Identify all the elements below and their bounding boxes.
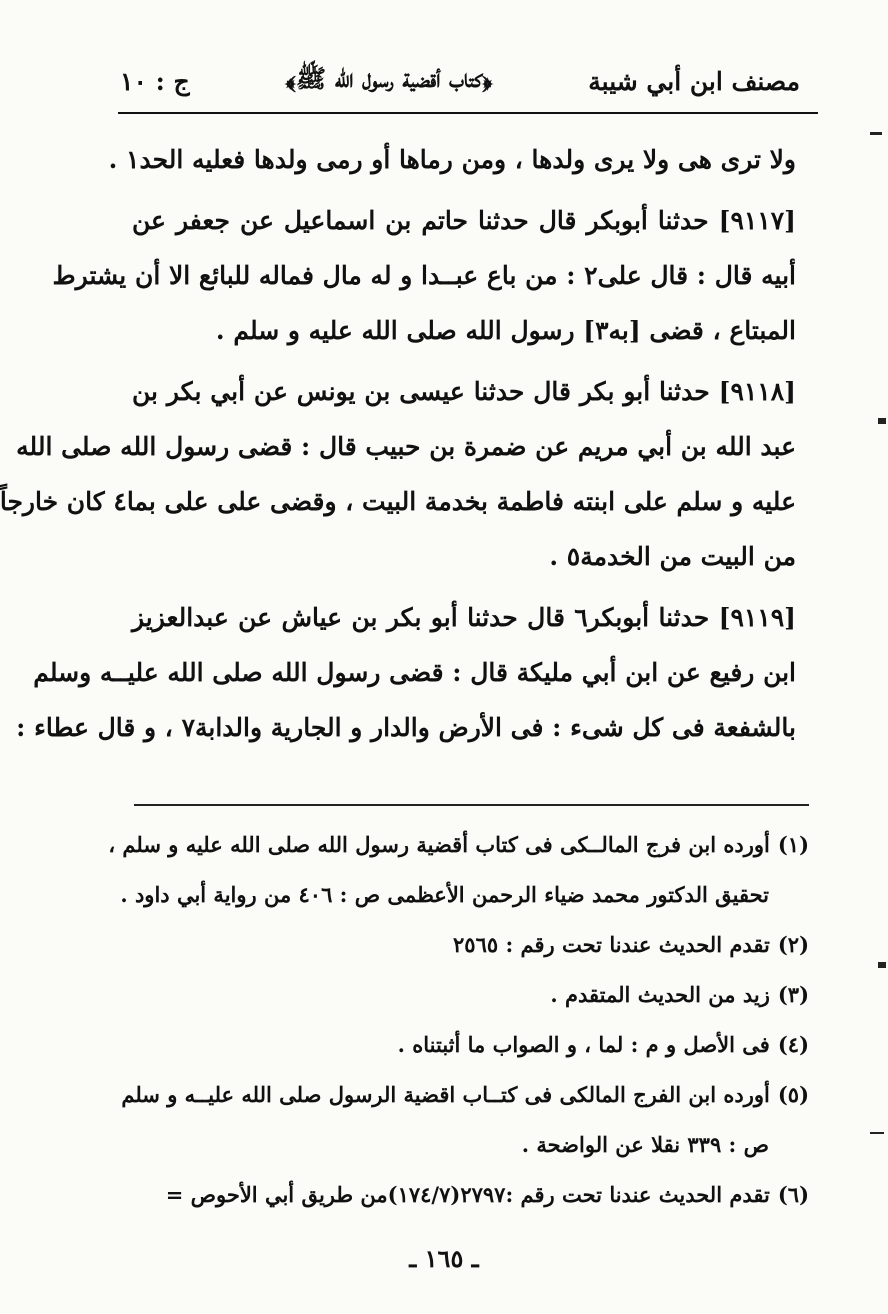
footnote-number: (٥) [777, 1082, 809, 1107]
page-number: ـ ١٦٥ ـ [409, 1244, 479, 1273]
footnote-text: أورده ابن الفرج المالكى فى كتــاب اقضية الرسول صلى الله عليــه و سلم [121, 1082, 770, 1107]
footnote-text: تقدم الحديث عندنا تحت رقم :٢٧٩٧(١٧٤/٧)من طريق أبي الأحوص = [165, 1182, 770, 1207]
footnote-text: تحقيق الدكتور محمد ضياء الرحمن الأعظمى ص : ٤٠٦ من رواية أبي داود . [120, 882, 769, 907]
footnote-number: (٦) [777, 1182, 809, 1207]
main-text [0, 132, 796, 755]
volume-label: ج : ١٠ [120, 66, 190, 96]
text-line: [٩١١٩] حدثنا أبوبكر٦ قال حدثنا أبو بكر بن عياش عن عبدالعزيز [132, 603, 796, 632]
footnote-line [134, 920, 809, 970]
footnote-line [120, 870, 809, 920]
margin-mark [878, 418, 886, 424]
footnote-line [134, 1170, 809, 1220]
margin-mark [870, 132, 882, 135]
text-line: ابن رفيع عن ابن أبي مليكة قال : قضى رسول الله صلى الله عليــه وسلم [33, 658, 796, 687]
text-line: بالشفعة فى كل شىء : فى الأرض والدار و الجارية والدابة٧ ، و قال عطاء : [16, 713, 796, 742]
footnote-rule [134, 804, 809, 806]
running-header [120, 58, 800, 104]
text-line: عبد الله بن أبي مريم عن ضمرة بن حبيب قال : قضى رسول الله صلى الله [16, 432, 796, 461]
header-rule [118, 112, 818, 114]
footnote-number: (٣) [777, 982, 809, 1007]
text-line: ولا ترى هى ولا يرى ولدها ، ومن رماها أو رمى ولدها فعليه الحد١ . [108, 145, 796, 174]
chapter-title: ﴿كتاب أقضية رسول الله ﷺ﴾ [285, 63, 493, 93]
footnote-line [134, 1120, 809, 1170]
text-line: المبتاع ، قضى [به٣] رسول الله صلى الله عليه و سلم . [215, 316, 796, 345]
margin-mark [870, 1132, 884, 1134]
text-line: أبيه قال : قال على٢ : من باع عبــدا و له مال فماله للبائع الا أن يشترط [52, 261, 796, 290]
text-line: [٩١١٨] حدثنا أبو بكر قال حدثنا عيسى بن يونس عن أبي بكر بن [132, 377, 796, 406]
footnote-line [134, 970, 809, 1020]
footnote-number: (١) [777, 832, 809, 857]
footnote-line [121, 1070, 809, 1120]
footnote-text: تقدم الحديث عندنا تحت رقم : ٢٥٦٥ [453, 932, 770, 957]
footnote-text: زيد من الحديث المتقدم . [550, 982, 770, 1007]
text-line: من البيت من الخدمة٥ . [549, 542, 796, 571]
footnote-line [108, 820, 809, 870]
footnote-text: أورده ابن فرج المالــكى فى كتاب أقضية رسول الله صلى الله عليه و سلم ، [108, 832, 770, 857]
footnote-text: ص : ٣٣٩ نقلا عن الواضحة . [521, 1132, 769, 1157]
text-line: عليه و سلم على ابنته فاطمة بخدمة البيت ، وقضى على على بما٤ كان خارجاً [0, 487, 796, 516]
footnotes [108, 820, 809, 1220]
footnote-number: (٢) [777, 932, 809, 957]
footnote-line [134, 1020, 809, 1070]
book-title: مصنف ابن أبي شيبة [588, 66, 800, 96]
footnote-number: (٤) [777, 1032, 809, 1057]
footnote-text: فى الأصل و م : لما ، و الصواب ما أثبتناه . [397, 1032, 770, 1057]
margin-mark [878, 962, 886, 968]
text-line: [٩١١٧] حدثنا أبوبكر قال حدثنا حاتم بن اسماعيل عن جعفر عن [132, 206, 796, 235]
